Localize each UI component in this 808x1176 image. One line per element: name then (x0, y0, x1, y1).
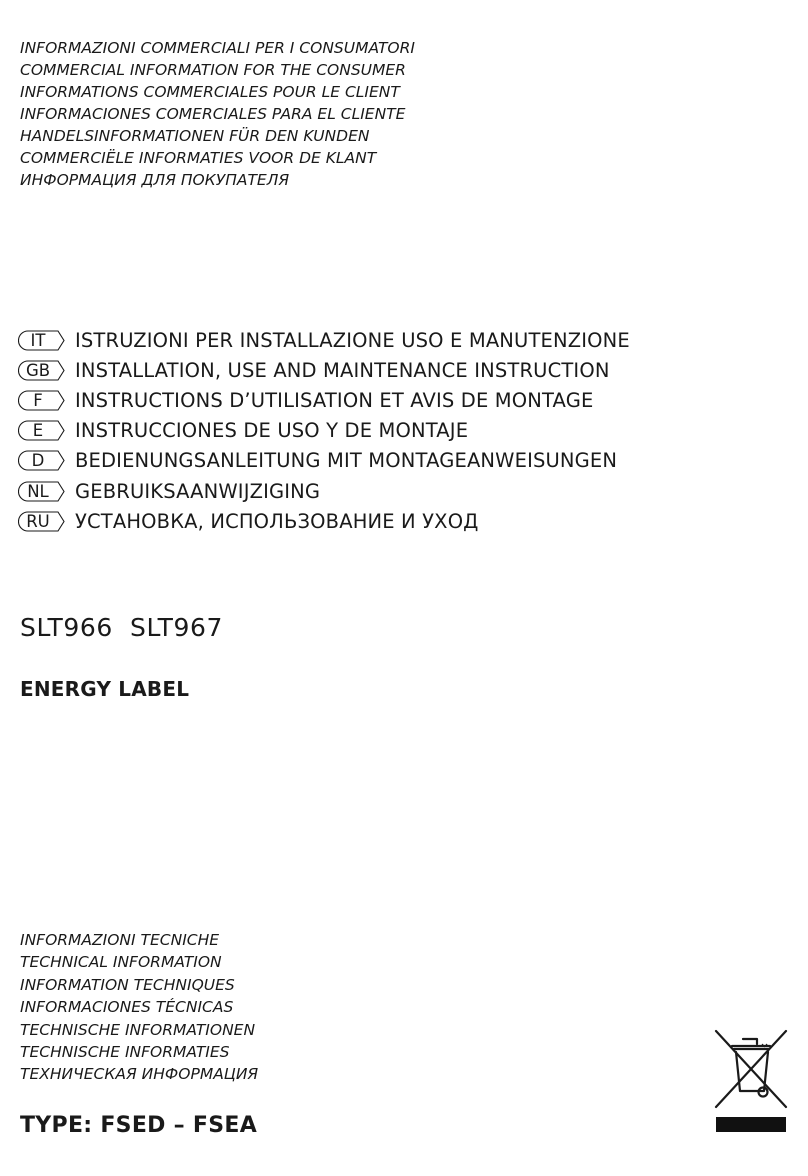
technical-info-ru: ТЕХНИЧЕСКАЯ ИНФОРМАЦИЯ (20, 1065, 259, 1084)
instruction-title: BEDIENUNGSANLEITUNG MIT MONTAGEANWEISUNGEN (75, 449, 618, 473)
instruction-item-gb (18, 355, 630, 385)
technical-info-e: INFORMACIONES TÉCNICAS (20, 998, 234, 1017)
commercial-info-e: INFORMACIONES COMERCIALES PARA EL CLIENTE (20, 105, 406, 123)
model-numbers: SLT966 SLT967 (20, 613, 223, 642)
commercial-info-gb: COMMERCIAL INFORMATION FOR THE CONSUMER (20, 61, 406, 79)
instruction-item-it (18, 325, 630, 355)
language-code: E (32, 421, 44, 441)
language-code: RU (26, 511, 50, 531)
language-code: IT (30, 330, 46, 350)
type-line: TYPE: FSED – FSEA (20, 1113, 258, 1138)
language-badge (18, 390, 65, 411)
instruction-title: GEBRUIKSAANWIJZIGING (75, 479, 321, 503)
technical-information-list (20, 929, 258, 1086)
instruction-title: ISTRUZIONI PER INSTALLAZIONE USO E MANUTENZIONE (75, 328, 630, 352)
language-code: GB (25, 360, 51, 380)
instruction-item-ru (18, 506, 630, 536)
instruction-item-f (18, 385, 630, 415)
technical-info-f: INFORMATION TECHNIQUES (20, 975, 235, 994)
instruction-item-d (18, 446, 630, 476)
language-code: F (33, 390, 43, 410)
language-badge (18, 450, 65, 471)
crossed-out-wheelie-bin-icon (712, 1025, 790, 1135)
language-badge (18, 481, 65, 502)
technical-info-gb: TECHNICAL INFORMATION (20, 953, 222, 972)
language-badge (18, 330, 65, 351)
instruction-titles-list (18, 325, 630, 536)
technical-info-it: INFORMAZIONI TECNICHE (20, 931, 220, 949)
instruction-item-e (18, 416, 630, 446)
technical-info-d: TECHNISCHE INFORMATIONEN (20, 1020, 256, 1039)
language-code: NL (27, 481, 49, 501)
instruction-title: INSTRUCTIONS D’UTILISATION ET AVIS DE MONTAGE (75, 388, 594, 412)
language-badge (18, 420, 65, 441)
energy-label-heading: ENERGY LABEL (20, 677, 190, 701)
instruction-title: УСТАНОВКА, ИСПОЛЬЗОВАНИЕ И УХОД (75, 509, 479, 533)
language-badge (18, 511, 65, 532)
commercial-information-list (20, 37, 415, 191)
technical-info-nl: TECHNISCHE INFORMATIES (20, 1042, 230, 1061)
commercial-info-it: INFORMAZIONI COMMERCIALI PER I CONSUMATORI (20, 39, 415, 57)
commercial-info-nl: COMMERCIËLE INFORMATIES VOOR DE KLANT (20, 149, 377, 167)
language-badge (18, 360, 65, 381)
instruction-title: INSTALLATION, USE AND MAINTENANCE INSTRUCTION (75, 358, 610, 382)
commercial-info-ru: ИНФОРМАЦИЯ ДЛЯ ПОКУПАТЕЛЯ (20, 171, 290, 189)
instruction-item-nl (18, 476, 630, 506)
commercial-info-f: INFORMATIONS COMMERCIALES POUR LE CLIENT (20, 83, 400, 101)
language-code: D (31, 451, 45, 471)
commercial-info-d: HANDELSINFORMATIONEN FÜR DEN KUNDEN (20, 127, 370, 145)
instruction-title: INSTRUCCIONES DE USO Y DE MONTAJE (75, 419, 469, 443)
